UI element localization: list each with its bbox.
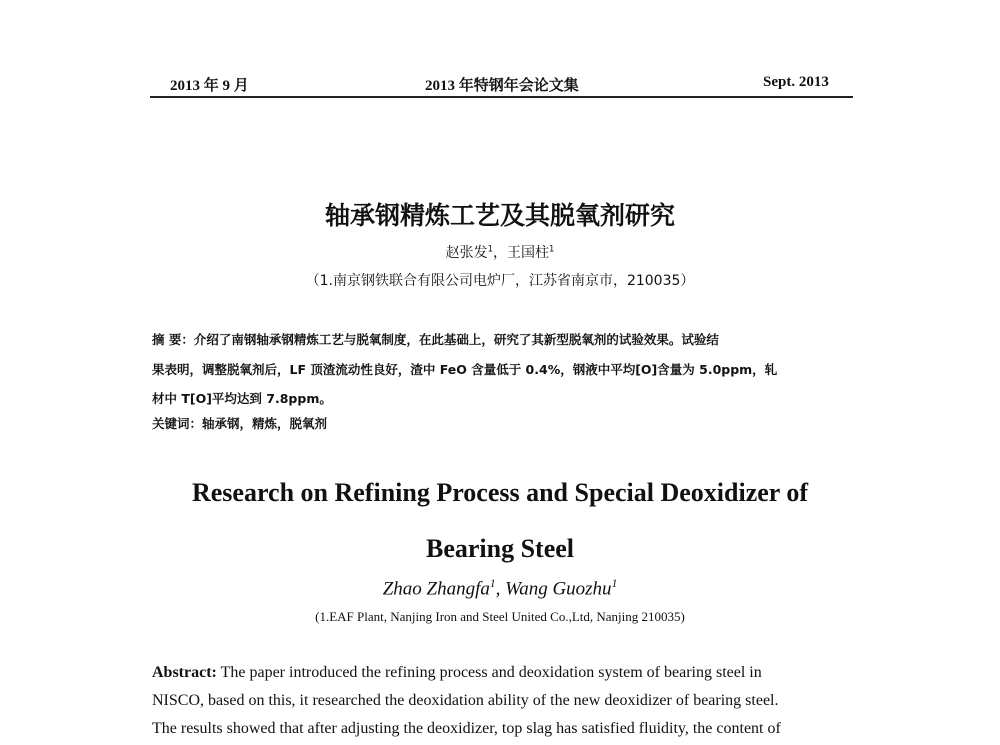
abstract-text: The paper introduced the refining process and deoxidation system of bearing steel in: [216, 664, 762, 681]
en-title-line1: Research on Refining Process and Special Deoxidizer of: [191, 478, 808, 507]
zh-abstract-line: 果表明，调整脱氧剂后，LF 顶渣流动性良好，渣中 FeO 含量低于 0.4%，钢液中平均[O]含量为 5.0ppm，轧: [152, 362, 778, 377]
author: Wang Guozhu: [505, 578, 612, 600]
zh-abstract-line: 材中 T[O]平均达到 7.8ppm。: [152, 391, 332, 406]
header-date: 2013 年 9 月: [170, 78, 249, 94]
abstract-text: 介绍了南钢轴承钢精炼工艺与脱氧制度，在此基础上，研究了其新型脱氧剂的试验效果。试验结: [193, 332, 719, 347]
en-authors: [0, 578, 1000, 600]
affil-mark: 1: [549, 243, 555, 254]
abstract-label: Abstract:: [152, 664, 217, 681]
separator: ,: [495, 578, 506, 600]
affil-mark: 1: [489, 578, 496, 590]
separator: ，: [493, 245, 507, 261]
en-abstract-line: [152, 664, 762, 682]
en-title-line2: Bearing Steel: [425, 534, 575, 563]
author: 王国柱: [507, 245, 549, 261]
zh-authors: [0, 242, 1000, 262]
affil-mark: 1: [487, 243, 493, 254]
abstract-label: 摘 要：: [152, 332, 194, 347]
keywords-label: 关键词：: [152, 416, 203, 431]
header-date-en: Sept. 2013: [763, 74, 829, 90]
zh-keywords: [152, 414, 327, 432]
header-rule: [150, 96, 853, 98]
zh-title: 轴承钢精炼工艺及其脱氧剂研究: [324, 201, 675, 230]
zh-abstract-line: [152, 330, 719, 348]
author: 赵张发: [445, 245, 488, 261]
en-abstract-line: The results showed that after adjusting the deoxidizer, top slag has satisfied fluidity, the content of: [152, 720, 781, 737]
en-affiliation: (1.EAF Plant, Nanjing Iron and Steel United Co.,Ltd, Nanjing 210035): [315, 609, 685, 624]
header-proceedings: 2013 年特钢年会论文集: [425, 78, 579, 94]
en-abstract-line: NISCO, based on this, it researched the deoxidation ability of the new deoxidizer of bearing steel.: [152, 692, 779, 709]
keywords-text: 轴承钢，精炼，脱氧剂: [202, 416, 328, 431]
author: Zhao Zhangfa: [382, 578, 490, 600]
affil-mark: 1: [611, 578, 618, 590]
zh-affiliation: （1.南京钢铁联合有限公司电炉厂，江苏省南京市，210035）: [305, 273, 695, 289]
